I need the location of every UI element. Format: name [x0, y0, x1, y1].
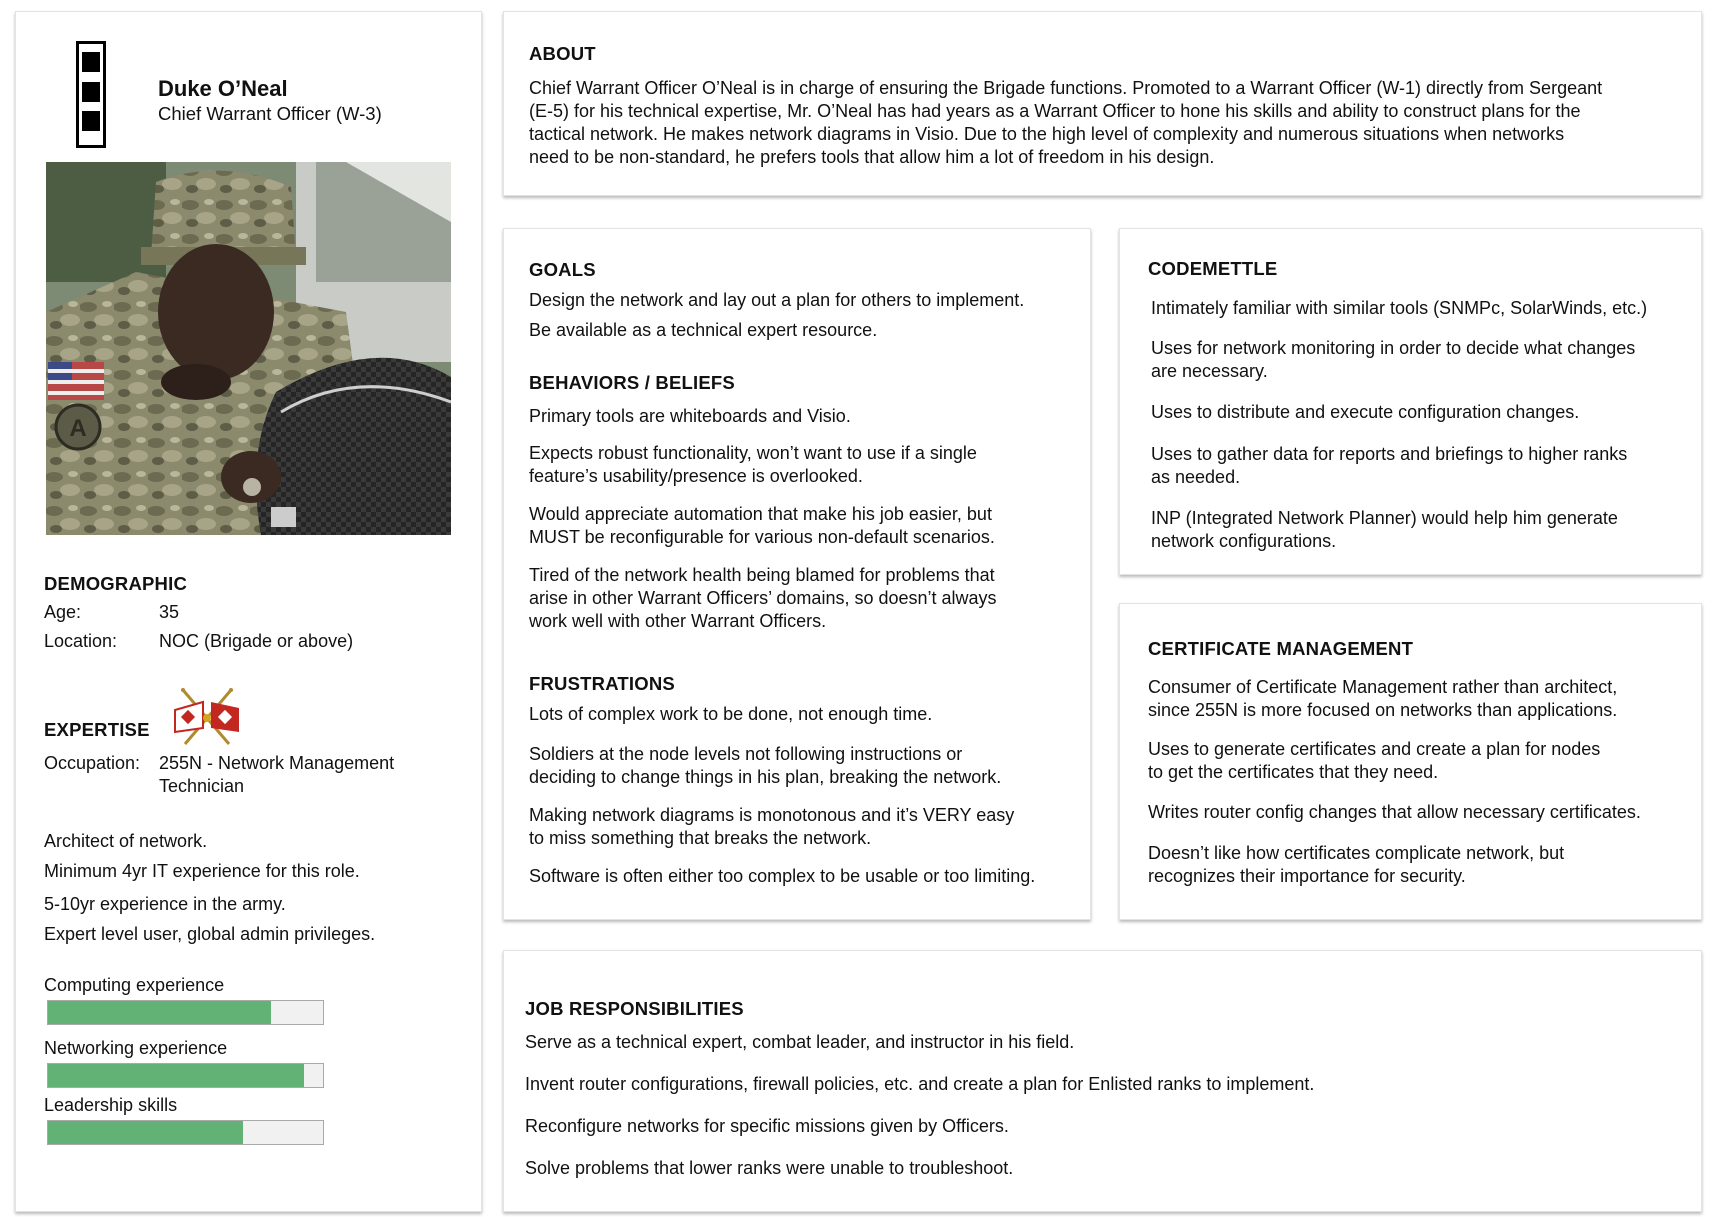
frustration-item: Software is often either too complex to be usable or too limiting. — [529, 866, 1036, 886]
skill-label: Leadership skills — [44, 1095, 178, 1115]
expertise-note: Minimum 4yr IT experience for this role. — [44, 861, 360, 881]
codemettle-item: Uses to gather data for reports and briefings to higher ranks — [1151, 444, 1628, 464]
behavior-item: Would appreciate automation that make his job easier, but — [529, 504, 992, 524]
job-item: Serve as a technical expert, combat leader, and instructor in his field. — [525, 1032, 1075, 1052]
certificate-item: Writes router config changes that allow necessary certificates. — [1148, 802, 1641, 822]
job-item: Solve problems that lower ranks were unable to troubleshoot. — [525, 1158, 1014, 1178]
behavior-item: MUST be reconfigurable for various non-default scenarios. — [529, 527, 995, 547]
expertise-note: Expert level user, global admin privileges. — [44, 924, 376, 944]
about-line: tactical network. He makes network diagrams in Visio. Due to the high level of complexity and numerous situations when networks — [529, 124, 1565, 144]
persona-name: Duke O’Neal — [158, 76, 288, 101]
skill-bar-fill — [48, 1121, 243, 1144]
skill-label: Computing experience — [44, 975, 225, 995]
certificates-heading: CERTIFICATE MANAGEMENT — [1148, 638, 1414, 659]
skill-bar-computing — [47, 1000, 324, 1025]
expertise-note: Architect of network. — [44, 831, 208, 851]
about-card — [503, 11, 1702, 196]
goal-item: Design the network and lay out a plan for others to implement. — [529, 290, 1025, 310]
codemettle-item: Uses to distribute and execute configuration changes. — [1151, 402, 1580, 422]
certificate-item: Consumer of Certificate Management rather than architect, — [1148, 677, 1618, 697]
demographic-heading: DEMOGRAPHIC — [44, 573, 188, 594]
codemettle-item: as needed. — [1151, 467, 1241, 487]
certificate-item: since 255N is more focused on networks than applications. — [1148, 700, 1618, 720]
behaviors-heading: BEHAVIORS / BELIEFS — [529, 372, 735, 393]
location-label: Location: — [44, 631, 118, 651]
skill-bar-networking — [47, 1063, 324, 1088]
signal-corps-flags-icon — [169, 688, 245, 748]
skill-bar-fill — [48, 1001, 271, 1024]
profile-card — [15, 11, 482, 1212]
occupation-value-line1: 255N - Network Management — [159, 753, 395, 773]
frustration-item: Lots of complex work to be done, not enough time. — [529, 704, 933, 724]
goals-heading: GOALS — [529, 259, 596, 280]
frustrations-heading: FRUSTRATIONS — [529, 673, 675, 694]
codemettle-item: network configurations. — [1151, 531, 1337, 551]
codemettle-card — [1119, 228, 1702, 575]
job-item: Reconfigure networks for specific missions given by Officers. — [525, 1116, 1009, 1136]
frustration-item: to miss something that breaks the network. — [529, 828, 872, 848]
certificate-management-card — [1119, 603, 1702, 920]
certificate-item: to get the certificates that they need. — [1148, 762, 1439, 782]
frustration-item: Soldiers at the node levels not following instructions or — [529, 744, 963, 764]
occupation-label: Occupation: — [44, 753, 141, 773]
occupation-value-line2: Technician — [159, 776, 245, 796]
frustration-item: Making network diagrams is monotonous and it’s VERY easy — [529, 805, 1015, 825]
expertise-note: 5-10yr experience in the army. — [44, 894, 286, 914]
jobs-heading: JOB RESPONSIBILITIES — [525, 998, 744, 1019]
job-responsibilities-card — [503, 950, 1702, 1212]
skill-bar-leadership — [47, 1120, 324, 1145]
skill-bar-fill — [48, 1064, 304, 1087]
certificate-item: recognizes their importance for security. — [1148, 866, 1466, 886]
skill-label: Networking experience — [44, 1038, 228, 1058]
svg-text:A: A — [69, 415, 87, 442]
codemettle-item: Intimately familiar with similar tools (SNMPc, SolarWinds, etc.) — [1151, 298, 1648, 318]
frustration-item: deciding to change things in his plan, breaking the network. — [529, 767, 1002, 787]
codemettle-item: INP (Integrated Network Planner) would help him generate — [1151, 508, 1618, 528]
location-value: NOC (Brigade or above) — [159, 631, 354, 651]
codemettle-item: are necessary. — [1151, 361, 1268, 381]
job-item: Invent router configurations, firewall policies, etc. and create a plan for Enlisted ranks to implement. — [525, 1074, 1315, 1094]
goal-item: Be available as a technical expert resource. — [529, 320, 878, 340]
expertise-heading: EXPERTISE — [44, 719, 150, 740]
behavior-item: Expects robust functionality, won’t want to use if a single — [529, 443, 977, 463]
codemettle-item: Uses for network monitoring in order to decide what changes — [1151, 338, 1636, 358]
about-heading: ABOUT — [529, 43, 596, 64]
about-line: Chief Warrant Officer O’Neal is in charge of ensuring the Brigade functions. Promoted to a Warrant Officer (W-1) directly from Sergeant — [529, 78, 1603, 98]
persona-title: Chief Warrant Officer (W-3) — [158, 103, 382, 124]
codemettle-heading: CODEMETTLE — [1148, 258, 1278, 279]
age-value: 35 — [159, 602, 180, 622]
about-line: (E-5) for his technical expertise, Mr. O’Neal has had years as a Warrant Officer to hone his skills and ability to construct plans for the — [529, 101, 1581, 121]
behavior-item: Tired of the network health being blamed for problems that — [529, 565, 995, 585]
certificate-item: Doesn’t like how certificates complicate network, but — [1148, 843, 1565, 863]
behavior-item: work well with other Warrant Officers. — [529, 611, 827, 631]
age-label: Age: — [44, 602, 82, 622]
behavior-item: Primary tools are whiteboards and Visio. — [529, 406, 851, 426]
rank-insignia-icon — [76, 41, 106, 148]
goals-card — [503, 228, 1091, 920]
persona-photo — [46, 162, 451, 535]
behavior-item: feature’s usability/presence is overlooked. — [529, 466, 863, 486]
behavior-item: arise in other Warrant Officers’ domains, so doesn’t always — [529, 588, 997, 608]
certificate-item: Uses to generate certificates and create a plan for nodes — [1148, 739, 1601, 759]
about-line: need to be non-standard, he prefers tools that allow him a lot of freedom in his design. — [529, 147, 1215, 167]
